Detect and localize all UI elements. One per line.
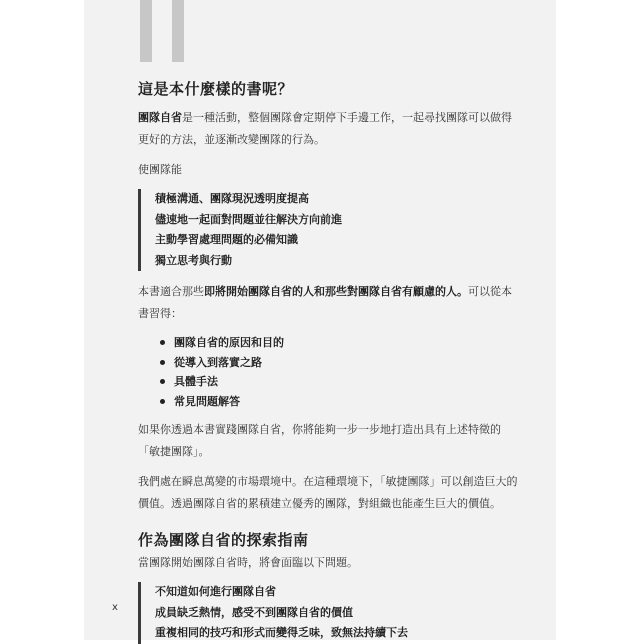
quote-item: 儘速地一起面對問題並往解決方向前進 xyxy=(155,212,342,226)
quote-item: 獨立思考與行動 xyxy=(155,253,232,267)
market-paragraph: 我們處在瞬息萬變的市場環境中。在這種環境下，「敏捷團隊」可以創造巨大的價值。透過團隊自省的累積建立優秀的團隊，對組織也能產生巨大的價值。 xyxy=(138,475,518,510)
list-item: 具體手法 xyxy=(138,372,518,392)
benefits-quote-block xyxy=(138,189,518,271)
intro-text: 是一種活動，整個團隊會定期停下手邊工作，一起尋找團隊可以做得更好的方法，並逐漸改變團隊的行為。 xyxy=(138,111,512,146)
quote-item: 主動學習處理問題的必備知識 xyxy=(155,233,298,246)
audience-pre: 本書適合那些 xyxy=(138,285,204,298)
problems-quote-block xyxy=(138,582,518,644)
list-item: 團隊自省的原因和目的 xyxy=(138,333,518,353)
quote-item: 不知道如何進行團隊自省 xyxy=(155,585,276,598)
practice-paragraph: 如果你透過本書實踐團隊自省，你將能夠一步一步地打造出具有上述特徵的「敏捷團隊」。 xyxy=(138,423,501,458)
page-content xyxy=(138,78,518,644)
bullet-icon xyxy=(160,379,165,384)
decorative-bar-left xyxy=(140,0,152,62)
intro-paragraph xyxy=(138,107,518,151)
learning-bullet-list xyxy=(138,333,518,411)
bullet-icon xyxy=(160,399,165,404)
section-title-what-book: 這是本什麼樣的書呢？ xyxy=(138,80,294,98)
guide-intro: 當團隊開始團隊自省時，將會面臨以下問題。 xyxy=(138,556,358,569)
decorative-bar-right xyxy=(172,0,184,62)
enables-label: 使團隊能 xyxy=(138,163,182,176)
quote-item: 成員缺乏熱情，感受不到團隊自省的價值 xyxy=(155,605,353,619)
audience-paragraph xyxy=(138,281,518,325)
quote-item: 積極溝通、團隊現況透明度提高 xyxy=(155,192,309,205)
list-item: 常見問題解答 xyxy=(138,392,518,412)
page-number: x xyxy=(112,602,118,613)
audience-bold: 即將開始團隊自省的人和那些對團隊自省有顧慮的人。 xyxy=(204,285,468,298)
section-title-guide: 作為團隊自省的探索指南 xyxy=(138,531,309,549)
intro-bold-term: 團隊自省 xyxy=(138,111,182,124)
list-item: 從導入到落實之路 xyxy=(138,353,518,373)
bullet-icon xyxy=(160,340,165,345)
audience-post: 可以從本書習得： xyxy=(138,285,512,320)
bullet-icon xyxy=(160,360,165,365)
quote-item: 重複相同的技巧和形式而變得乏味，致無法持續下去 xyxy=(155,626,408,639)
